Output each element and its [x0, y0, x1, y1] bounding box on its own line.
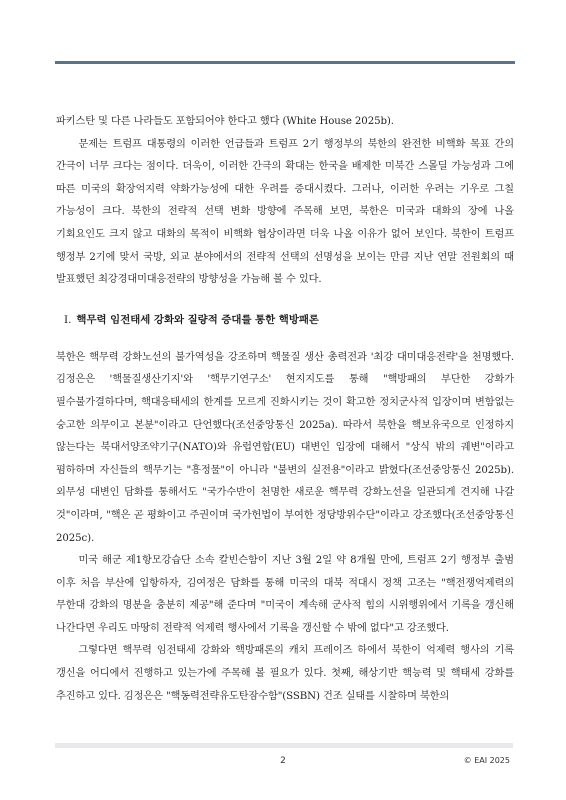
paragraph: 그렇다면 핵무력 임전태세 강화와 핵방패론의 캐치 프레이즈 하에서 북한이 억제력 행사의 기록 갱신을 어디에서 진행하고 있는가에 주목해 볼 필요가 있다. 첫째, 해상기반 핵능력 및 핵태세 강화를 추진하고 있다. 김정은은 "핵동력전략유도탄잠수함"(SSBN) 건조 실태를 시찰하며 북한의 [56, 645, 514, 702]
copyright-notice: © EAI 2025 [463, 756, 510, 765]
section-heading [64, 309, 514, 331]
header-rule [55, 61, 515, 64]
section-number: I. [64, 313, 72, 326]
paragraph: 미국 해군 제1항모강습단 소속 칼빈슨함이 지난 3월 2일 약 8개월 만에, 트럼프 2기 행정부 출범 이후 처음 부산에 입항하자, 김여정은 담화를 통해 미국의 대북 적대시 정책 고조는 "핵전쟁억제력의 무한대 강화의 명분을 충분히 제공"해 준다며 "미국이 계속해 군사적 힘의 시위행위에서 기록을 갱신해 나간다면 우리도 마땅히 전략적 억제력 행사에서 기록을 갱신할 수 밖에 없다"고 강조했다. [56, 555, 514, 634]
paragraph: 문제는 트럼프 대통령의 이러한 언급들과 트럼프 2기 행정부의 북한의 완전한 비핵화 목표 간의 간극이 너무 크다는 점이다. 더욱이, 이러한 간극의 확대는 한국을 배제한 미북간 스몰딜 가능성과 그에 따른 미국의 확장억지력 약화가능성에 대한 우려를 증대시켰다. 그러나, 이러한 우려는 기우로 그칠 가능성이 크다. 북한의 전략적 선택 변화 방향에 주목해 보면, 북한은 미국과 대화의 장에 나올 기회요인도 크지 않고 대화의 목적이 비핵화 협상이라면 더욱 나올 이유가 없어 보인다. 북한이 트럼프 행정부 2기에 맞서 국방, 외교 분야에서의 전략적 선택의 선명성을 보이는 만큼 지난 연말 전원회의 때 발표했던 최강경대미대응전략의 방향성을 가늠해 볼 수 있다. [56, 138, 514, 286]
section-title: 핵무력 임전태세 강화와 질량적 증대를 통한 핵방패론 [76, 313, 319, 326]
paragraph: 북한은 핵무력 강화노선의 불가역성을 강조하며 핵물질 생산 총력전과 '최강 대미대응전략'을 천명했다. 김정은은 '핵물질생산기지'와 '핵무기연구소' 현지지도를 통해 "핵방패의 부단한 강화가 필수불가결하다며, 핵대응태세의 한계를 모르게 진화시키는 것이 확고한 정치군사적 입장이며 변함없는 숭고한 의무이고 본분"이라고 단언했다(조선중앙통신 2025a). 따라서 북한을 핵보유국으로 인정하지 않는다는 북대서양조약기구(NATO)와 유럽연합(EU) 대변인 입장에 대해서 "상식 밖의 궤변"이라고 폄하하며 자신들의 핵무기는 "흥정물"이 아니라 "불변의 실전용"이라고 밝혔다(조선중앙통신 2025b). 외무성 대변인 담화를 통해서도 "국가수반이 천명한 새로운 핵무력 강화노선을 일관되게 견지해 나갈 것"이라며, "핵은 곧 평화이고 주권이며 국가헌법이 부여한 정당방위수단"이라고 강조했다(조선중앙통신 2025c). [56, 351, 514, 544]
page-number: 2 [280, 756, 286, 766]
footer-bar [55, 743, 513, 748]
paragraph: 파키스탄 및 다른 나라들도 포함되어야 한다고 했다 (White House 2025b). [56, 116, 394, 127]
document-body [56, 111, 514, 708]
